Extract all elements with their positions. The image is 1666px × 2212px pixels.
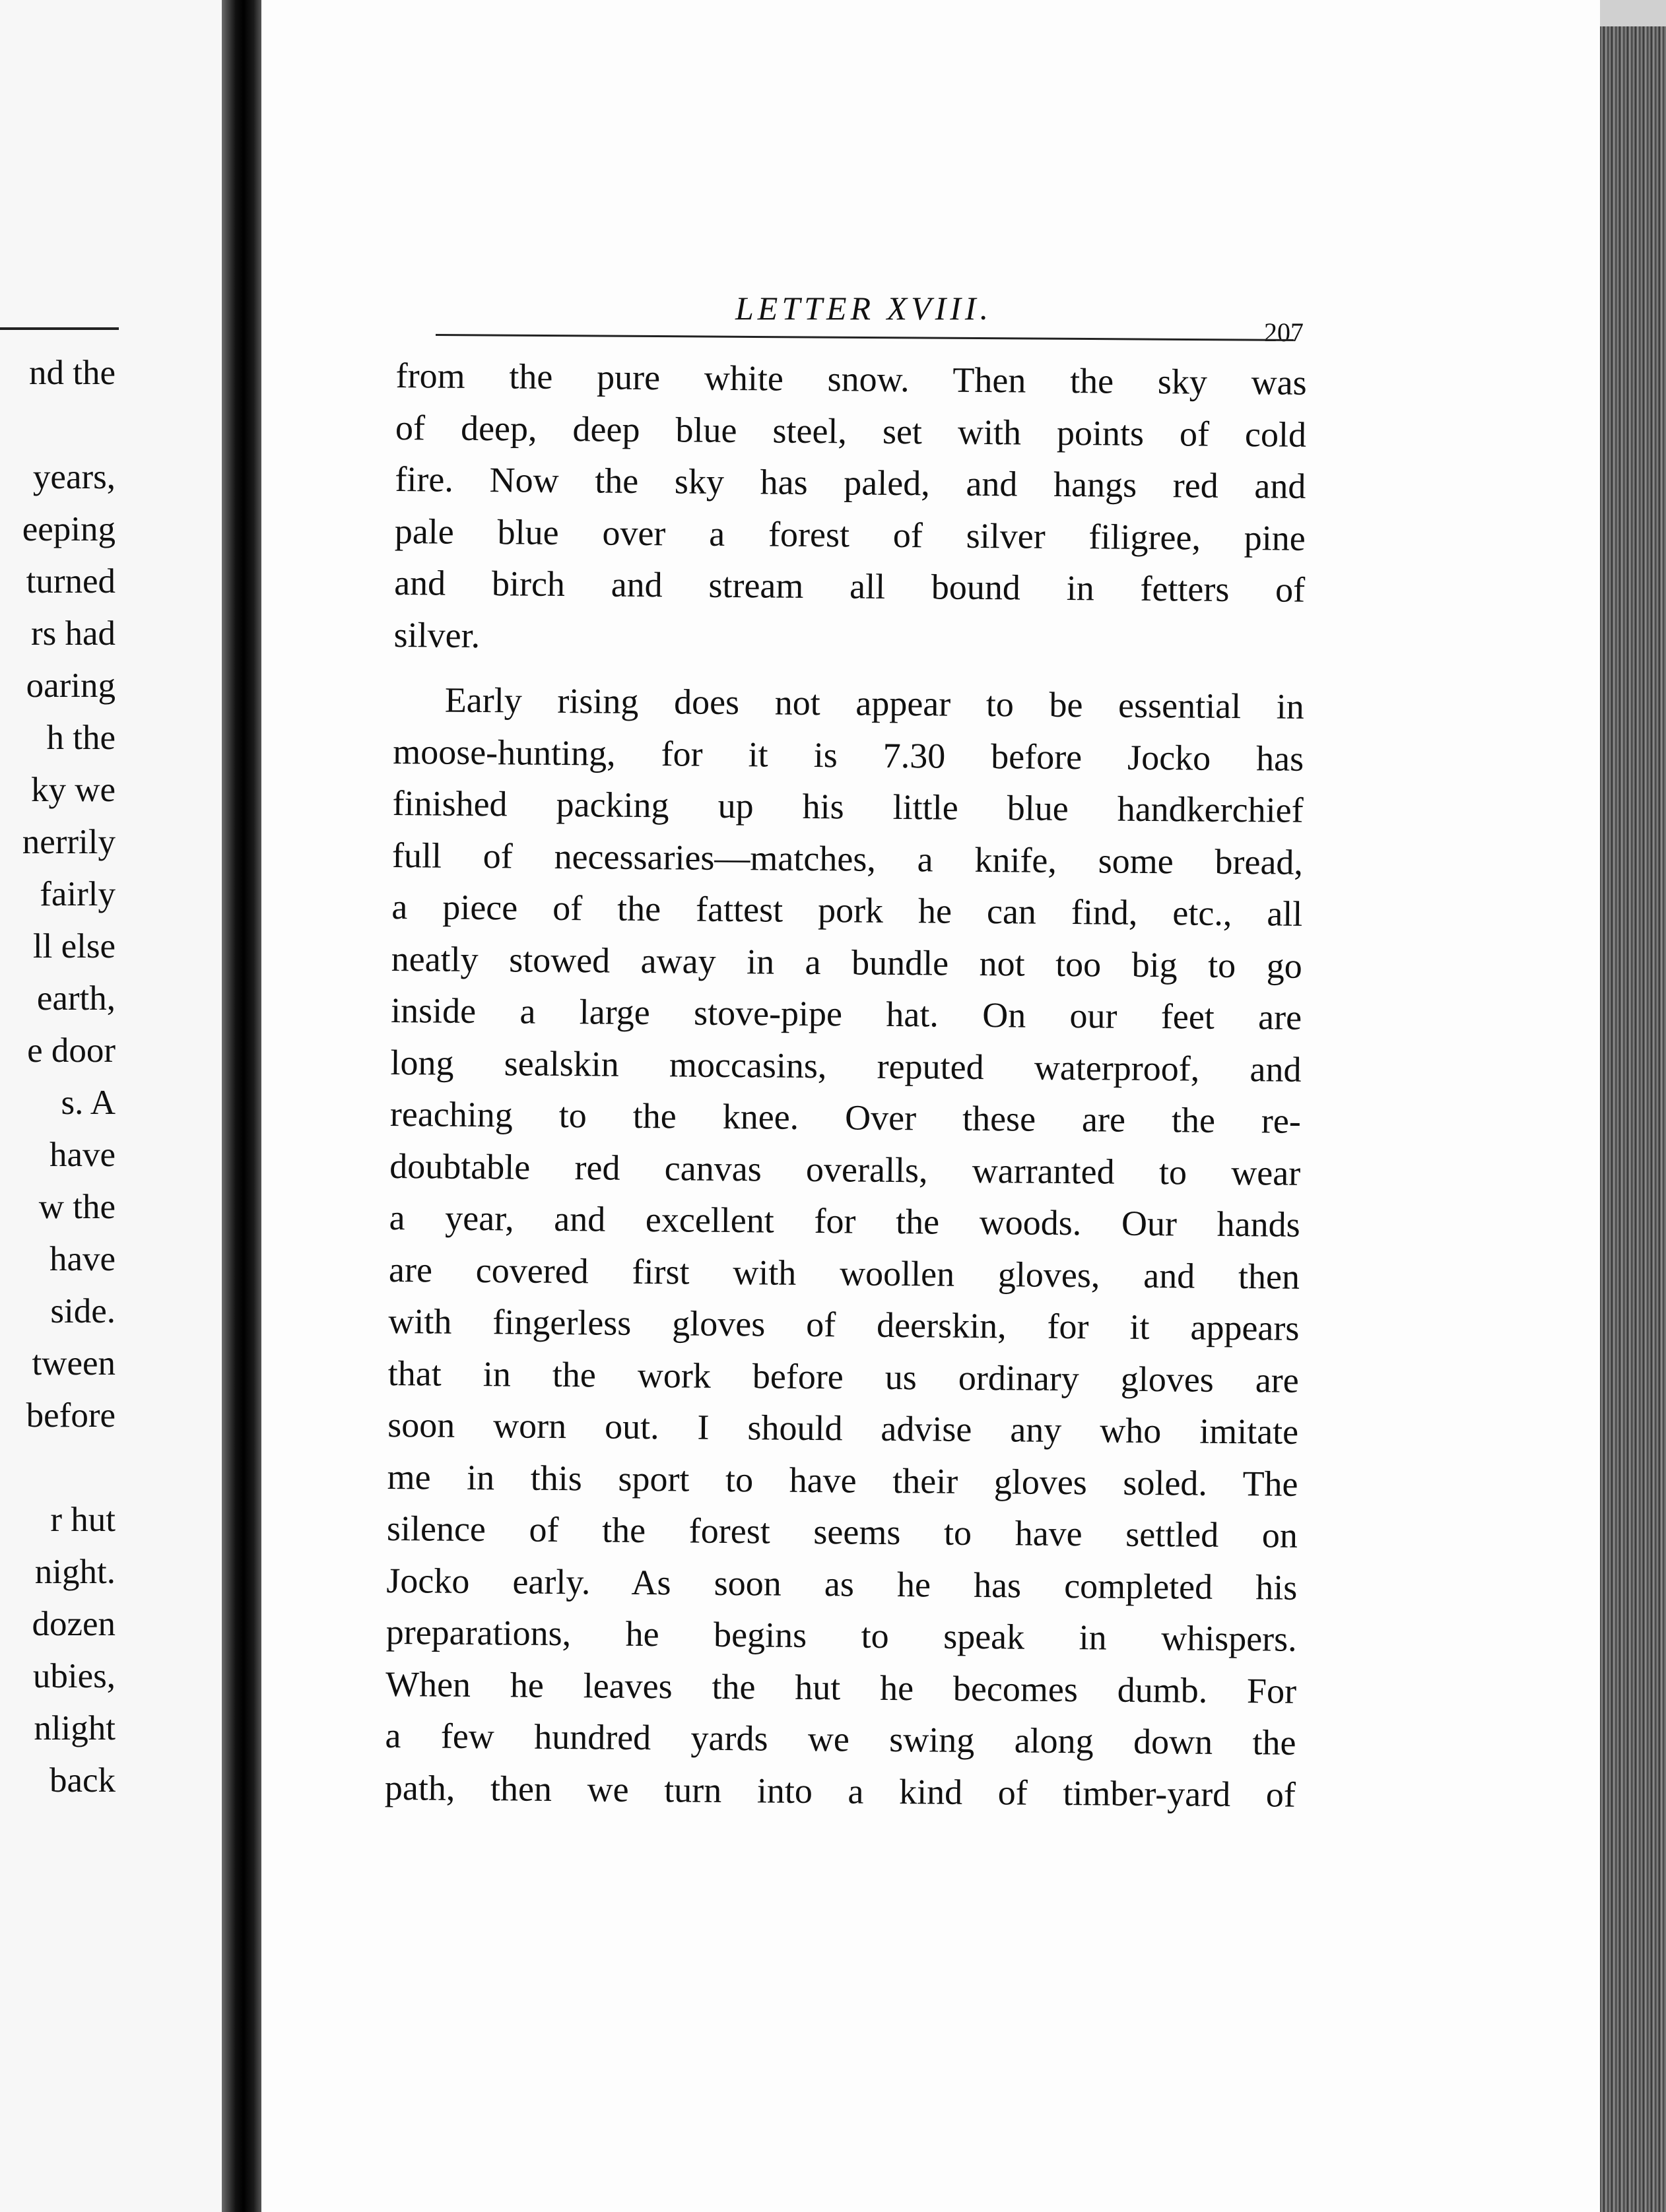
text-line: fire. Now the sky has paled, and hangs red and [395,459,1306,506]
left-line: w the [38,1188,116,1226]
left-line [0,399,116,451]
left-line: r hut [50,1501,116,1539]
left-page-text [0,347,116,1807]
text-line: soon worn out. I should advise any who imitate [387,1404,1299,1452]
text-line: with fingerless gloves of deerskin, for it appears [388,1301,1300,1348]
left-line: tween [32,1344,116,1382]
page-header [436,269,1307,347]
text-line: that in the work before us ordinary gloves are [387,1353,1300,1400]
left-line: h the [46,719,116,757]
text-line: from the pure white snow. Then the sky was [395,355,1307,403]
page-block-edge [1600,26,1666,2212]
text-line: Jocko early. As soon as he has completed his [386,1560,1298,1608]
left-line: side. [50,1292,116,1330]
running-title: LETTER XVIII. [735,290,993,327]
text-line: Early rising does not appear to be essential in [444,680,1305,727]
text-line: and birch and stream all bound in fetters of [393,562,1306,610]
text-line: finished packing up his little blue handkerchief [392,783,1304,830]
text-line: of deep, deep blue steel, set with points of cold [395,407,1307,455]
left-line: ll else [32,927,116,965]
left-line: oaring [26,667,116,705]
left-line: rs had [30,614,116,653]
text-line: neatly stowed away in a bundle not too big to go [391,938,1302,986]
header-rule [436,334,1294,341]
left-line: ky we [30,771,116,809]
left-line: dozen [32,1605,116,1643]
page-edge-top [1600,0,1666,26]
text-line: pale blue over a forest of silver filigree, pine [394,511,1306,558]
left-line: have [49,1240,116,1278]
left-line: s. A [61,1084,116,1122]
text-line: moose-hunting, for it is 7.30 before Jocko has [392,731,1304,779]
text-line: are covered first with woollen gloves, and then [388,1249,1300,1297]
left-line: have [49,1136,116,1174]
text-line: When he leaves the hut he becomes dumb. For [385,1664,1297,1711]
left-line: fairly [40,875,116,913]
left-line: nlight [34,1709,116,1747]
text-line: a few hundred yards we swing along down the [385,1715,1296,1763]
text-line: preparations, he begins to speak in whispers. [385,1611,1297,1659]
text-line: long sealskin moccasins, reputed waterproof, and [390,1042,1302,1090]
body-text [385,350,1307,1821]
left-line: back [49,1761,116,1800]
text-line: me in this sport to have their gloves soled. The [387,1456,1298,1504]
left-line: eeping [22,510,116,548]
left-line: years, [32,458,116,496]
text-line: doubtable red canvas overalls, warranted to wear [389,1146,1301,1193]
left-line: before [26,1396,116,1435]
page-number: 207 [1264,317,1304,347]
left-line: e door [27,1031,116,1070]
left-line: nd the [29,354,116,392]
text-line: a piece of the fattest pork he can find, etc., all [391,886,1303,934]
left-line: ubies, [32,1657,116,1695]
left-line [0,1442,116,1494]
text-line: a year, and excellent for the woods. Our hands [389,1197,1300,1245]
text-line: reaching to the knee. Over these are the re- [389,1093,1302,1141]
text-line: path, then we turn into a kind of timber-yard of [384,1767,1296,1815]
left-line: night. [34,1553,116,1591]
text-line: inside a large stove-pipe hat. On our feet are [390,990,1302,1037]
text-line: silver. [393,614,481,655]
text-line: silence of the forest seems to have settled on [386,1508,1298,1555]
left-line: turned [26,562,116,601]
left-header-rule [0,327,119,330]
book-gutter [222,0,261,2212]
left-line: nerrily [22,823,116,861]
left-line: earth, [36,979,116,1018]
text-line: full of necessaries—matches, a knife, some bread, [391,835,1304,882]
